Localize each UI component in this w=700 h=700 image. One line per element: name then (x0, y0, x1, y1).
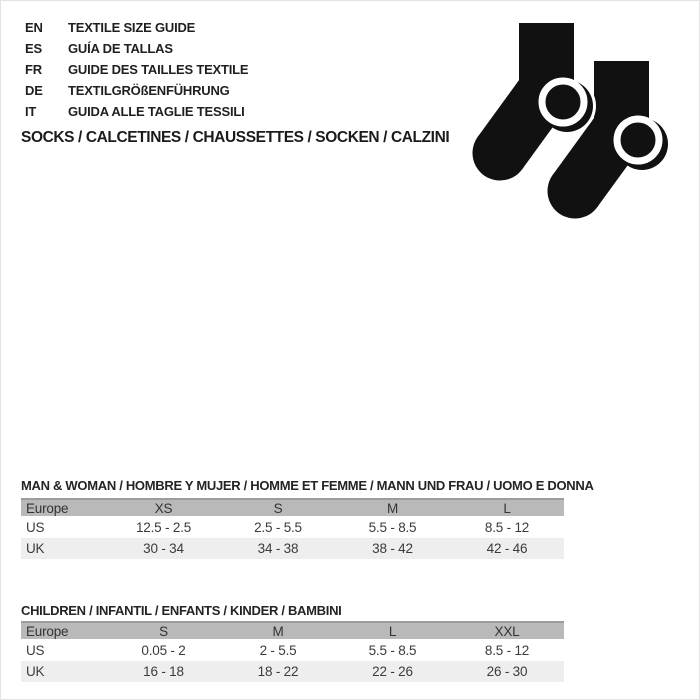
column-header: XXL (494, 623, 520, 639)
size-cell: 5.5 - 8.5 (368, 642, 417, 658)
table-row-uk (21, 538, 564, 559)
language-row-es (25, 38, 248, 59)
language-code: EN (25, 20, 43, 35)
region-cell: UK (26, 541, 45, 556)
socks-icon (456, 9, 691, 234)
category-title: SOCKS / CALCETINES / CHAUSSETTES / SOCKEN / CALZINI (21, 129, 450, 146)
size-cell: 22 - 26 (372, 664, 413, 679)
column-header: XS (154, 500, 173, 516)
table-row-us (21, 639, 564, 661)
language-label: TEXTILGRÖßENFÜHRUNG (68, 83, 230, 98)
column-header: M (386, 500, 399, 516)
column-header: L (503, 500, 511, 516)
size-cell: 16 - 18 (143, 664, 184, 679)
column-header: Europe (26, 623, 69, 639)
size-cell: 34 - 38 (257, 541, 299, 556)
table-row-us (21, 516, 564, 538)
language-code: FR (25, 62, 42, 77)
adults-header-row (21, 499, 564, 516)
children-size-table (21, 621, 564, 682)
children-header-row (21, 622, 564, 639)
language-label: GUIDA ALLE TAGLIE TESSILI (68, 104, 245, 119)
language-row-fr (25, 59, 248, 80)
region-cell: US (26, 519, 45, 535)
column-header: S (273, 500, 283, 516)
language-label: GUIDE DES TAILLES TEXTILE (68, 62, 249, 77)
region-cell: UK (26, 664, 45, 679)
size-cell: 5.5 - 8.5 (368, 519, 417, 535)
language-row-de (25, 80, 248, 101)
language-row-it (25, 101, 248, 122)
size-cell: 42 - 46 (486, 541, 528, 556)
language-row-en (25, 17, 248, 38)
language-title-block (25, 17, 248, 122)
size-cell: 26 - 30 (486, 664, 528, 679)
adults-size-table (21, 498, 564, 559)
language-code: IT (25, 104, 37, 119)
size-cell: 2 - 5.5 (259, 642, 297, 658)
column-header: M (272, 623, 284, 639)
language-code: ES (25, 41, 42, 56)
region-cell: US (26, 642, 45, 658)
size-cell: 8.5 - 12 (484, 642, 530, 658)
size-cell: 12.5 - 2.5 (135, 519, 192, 535)
size-cell: 8.5 - 12 (484, 519, 530, 535)
size-cell: 38 - 42 (372, 541, 413, 556)
size-cell: 18 - 22 (257, 664, 299, 679)
size-cell: 2.5 - 5.5 (254, 519, 302, 535)
children-table-title: CHILDREN / INFANTIL / ENFANTS / KINDER / BAMBINI (21, 603, 342, 618)
column-header: S (159, 623, 168, 639)
language-code: DE (25, 83, 43, 98)
column-header: Europe (26, 500, 69, 516)
language-label: TEXTILE SIZE GUIDE (68, 20, 196, 35)
column-header: L (388, 623, 397, 639)
adults-table-title: MAN & WOMAN / HOMBRE Y MUJER / HOMME ET FEMME / MANN UND FRAU / UOMO E DONNA (21, 478, 594, 493)
table-row-uk (21, 661, 564, 682)
size-cell: 0.05 - 2 (141, 642, 186, 658)
size-cell: 30 - 34 (143, 541, 184, 556)
language-label: GUÍA DE TALLAS (68, 41, 173, 56)
